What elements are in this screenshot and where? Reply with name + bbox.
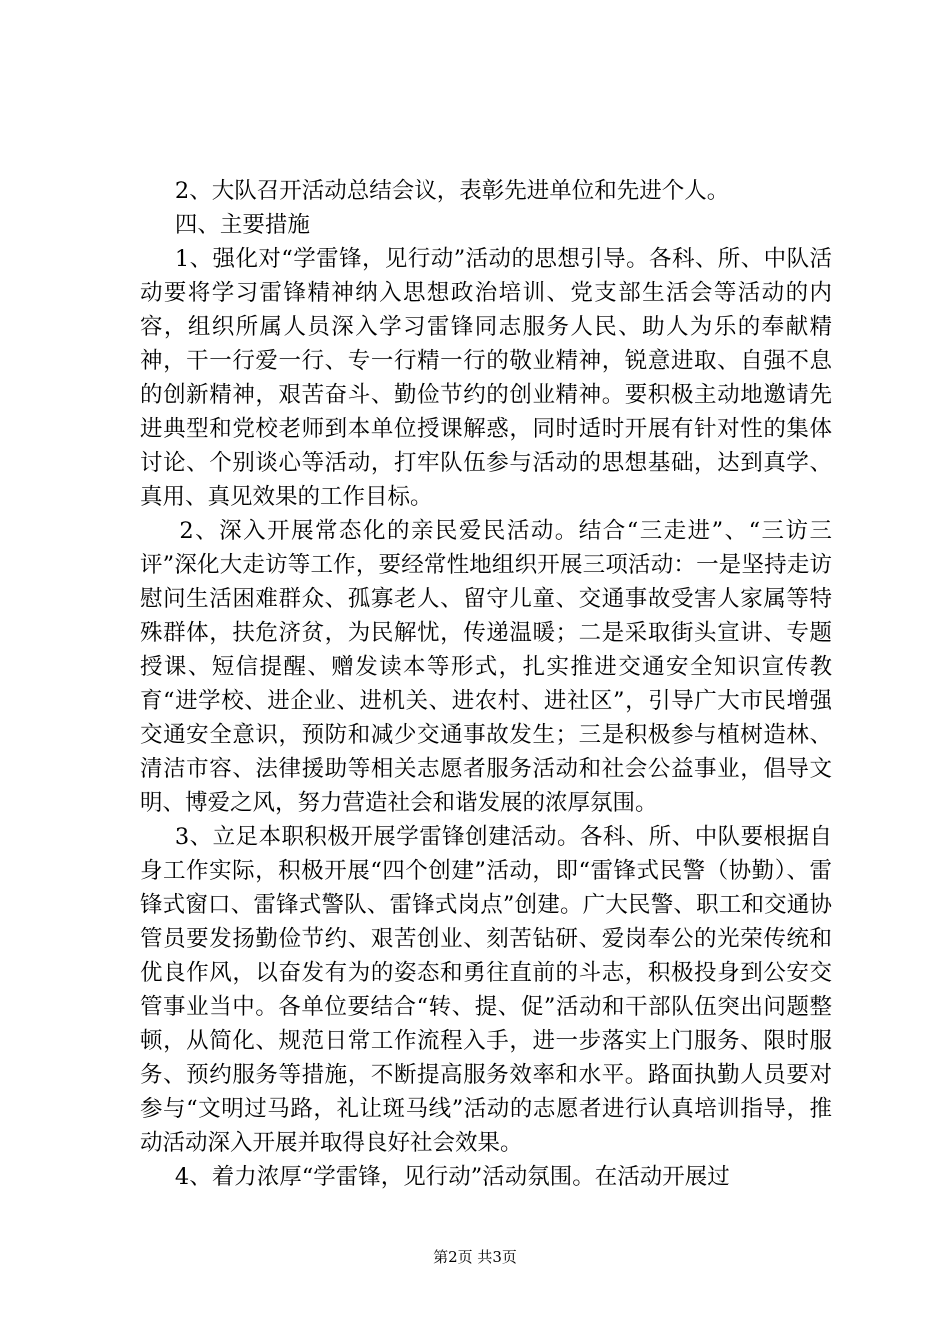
paragraph-measure-1: 1、强化对“学雷锋，见行动”活动的思想引导。各科、所、中队活动要将学习雷锋精神纳入思想政治培训、党支部生活会等活动的内容，组织所属人员深入学习雷锋同志服务人民、助人为乐的奉献精神，干一行爱一行、专一行精一行的敬业精神，锐意进取、自强不息的创新精神，艰苦奋斗、勤俭节约的创业精神。要积极主动地邀请先进典型和党校老师到本单位授课解惑，同时适时开展有针对性的集体讨论、个别谈心等活动，打牢队伍参与活动的思想基础，达到真学、真用、真见效果的工作目标。 — [140, 246, 832, 510]
paragraph-measure-2: 2、深入开展常态化的亲民爱民活动。结合“三走进”、“三访三评”深化大走访等工作，要经常性地组织开展三项活动：一是坚持走访慰问生活困难群众、孤寡老人、留守儿童、交通事故受害人家属等特殊群体，扶危济贫，为民解忧，传递温暖；二是采取街头宣讲、专题授课、短信提醒、赠发读本等形式，扎实推进交通安全知识宣传教育“进学校、进企业、进机关、进农村、进社区”，引导广大市民增强交通安全意识，预防和减少交通事故发生；三是积极参与植树造林、清洁市容、法律援助等相关志愿者服务活动和社会公益事业，倡导文明、博爱之风，努力营造社会和谐发展的浓厚氛围。 — [140, 518, 832, 816]
document-body — [140, 174, 832, 1194]
paragraph-measure-3: 3、立足本职积极开展学雷锋创建活动。各科、所、中队要根据自身工作实际，积极开展“四个创建”活动，即“雷锋式民警（协勤）、雷锋式窗口、雷锋式警队、雷锋式岗点”创建。广大民警、职工和交通协管员要发扬勤俭节约、艰苦创业、刻苦钻研、爱岗奉公的光荣传统和优良作风，以奋发有为的姿态和勇往直前的斗志，积极投身到公安交管事业当中。各单位要结合“转、提、促”活动和干部队伍突出问题整顿，从简化、规范日常工作流程入手，进一步落实上门服务、限时服务、预约服务等措施，不断提高服务效率和水平。路面执勤人员要对参与“文明过马路，礼让斑马线”活动的志愿者进行认真培训指导，推动活动深入开展并取得良好社会效果。 — [140, 824, 832, 1156]
page-number-footer: 第2页 共3页 — [433, 1248, 517, 1266]
section-heading-main-measures: 四、主要措施 — [174, 212, 310, 238]
paragraph-measure-4: 4、着力浓厚“学雷锋，见行动”活动氛围。在活动开展过 — [174, 1164, 730, 1190]
paragraph-summary-meeting: 2、大队召开活动总结会议，表彰先进单位和先进个人。 — [174, 178, 730, 204]
